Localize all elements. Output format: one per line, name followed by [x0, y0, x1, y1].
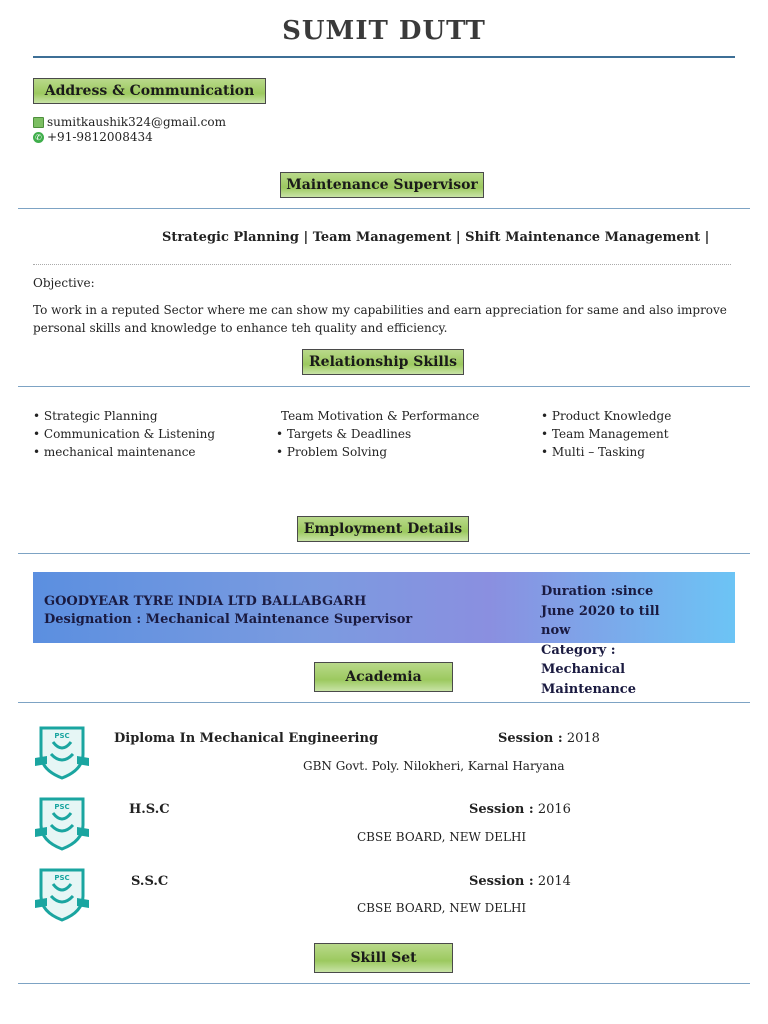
skill-item: • Team Management: [541, 427, 669, 441]
header-divider: [33, 56, 735, 58]
section-role: Maintenance Supervisor: [280, 172, 484, 198]
objective-line-2: personal skills and knowledge to enhance teh quality and efficiency.: [33, 321, 448, 335]
skills-column-2: [276, 407, 479, 461]
section-relationship: Relationship Skills: [302, 349, 464, 375]
skill-item: • Targets & Deadlines: [276, 427, 412, 441]
institute-name: GBN Govt. Poly. Nilokheri, Karnal Haryana: [303, 759, 565, 773]
session-year: 2016: [537, 802, 571, 817]
section-address: Address & Communication: [33, 78, 266, 104]
institute-name: CBSE BOARD, NEW DELHI: [357, 830, 527, 844]
company-name: GOODYEAR TYRE INDIA LTD BALLABGARH: [44, 594, 367, 609]
school-logo-icon: [33, 795, 91, 851]
degree-title: S.S.C: [131, 874, 169, 889]
designation: Designation : Mechanical Maintenance Supervisor: [44, 612, 413, 627]
duration-line: now: [541, 623, 571, 638]
section-skillset: Skill Set: [314, 943, 453, 973]
dotted-divider: [33, 264, 731, 265]
envelope-icon: [33, 117, 44, 128]
logo-text: PSC: [54, 732, 70, 740]
skill-item: • Communication & Listening: [33, 427, 216, 441]
section-employment: Employment Details: [297, 516, 469, 542]
objective-label: Objective:: [33, 276, 95, 290]
session-label: Session :: [498, 731, 563, 746]
degree-title: Diploma In Mechanical Engineering: [114, 731, 379, 746]
skill-item: • Strategic Planning: [33, 409, 158, 423]
duration-line: June 2020 to till: [541, 603, 660, 619]
keywords-line: Strategic Planning | Team Management | Shift Maintenance Management |: [162, 230, 710, 245]
institute-name: CBSE BOARD, NEW DELHI: [357, 901, 527, 915]
skill-item: • Multi – Tasking: [541, 445, 645, 459]
category-line: Maintenance: [541, 681, 636, 697]
school-logo-icon: [33, 866, 91, 922]
duration-block: [541, 582, 660, 699]
session: [469, 874, 571, 889]
email-text: sumitkaushik324@gmail.com: [47, 115, 227, 129]
section-academia: Academia: [314, 662, 453, 692]
logo-text: PSC: [54, 803, 70, 811]
candidate-name: SUMIT DUTT: [282, 16, 486, 46]
session: [498, 731, 600, 746]
email-line: [33, 115, 226, 129]
divider: [18, 702, 750, 703]
skills-column-3: [541, 407, 671, 461]
category-line: Category :: [541, 642, 616, 658]
phone-icon: ✆: [33, 132, 44, 143]
logo-text: PSC: [54, 874, 70, 882]
degree-title: H.S.C: [129, 802, 170, 817]
school-logo-icon: [33, 724, 91, 780]
session-label: Session :: [469, 874, 534, 889]
session-label: Session :: [469, 802, 534, 817]
skill-item: • Product Knowledge: [541, 409, 672, 423]
phone-text: +91-9812008434: [47, 130, 153, 144]
session-year: 2014: [537, 874, 571, 889]
duration-line: Duration :since: [541, 584, 654, 599]
skill-item: • mechanical maintenance: [33, 445, 196, 459]
skill-item: • Problem Solving: [276, 445, 388, 459]
session-year: 2018: [566, 731, 600, 746]
skill-item: Team Motivation & Performance: [281, 409, 480, 423]
session: [469, 802, 571, 817]
phone-line: [33, 130, 153, 144]
skills-column-1: [33, 407, 215, 461]
category-line: Mechanical: [541, 662, 626, 677]
objective-line-1: To work in a reputed Sector where me can show my capabilities and earn appreciation for same and also improve: [33, 303, 727, 317]
divider: [18, 208, 750, 209]
divider: [18, 983, 750, 984]
divider: [18, 553, 750, 554]
divider: [18, 386, 750, 387]
